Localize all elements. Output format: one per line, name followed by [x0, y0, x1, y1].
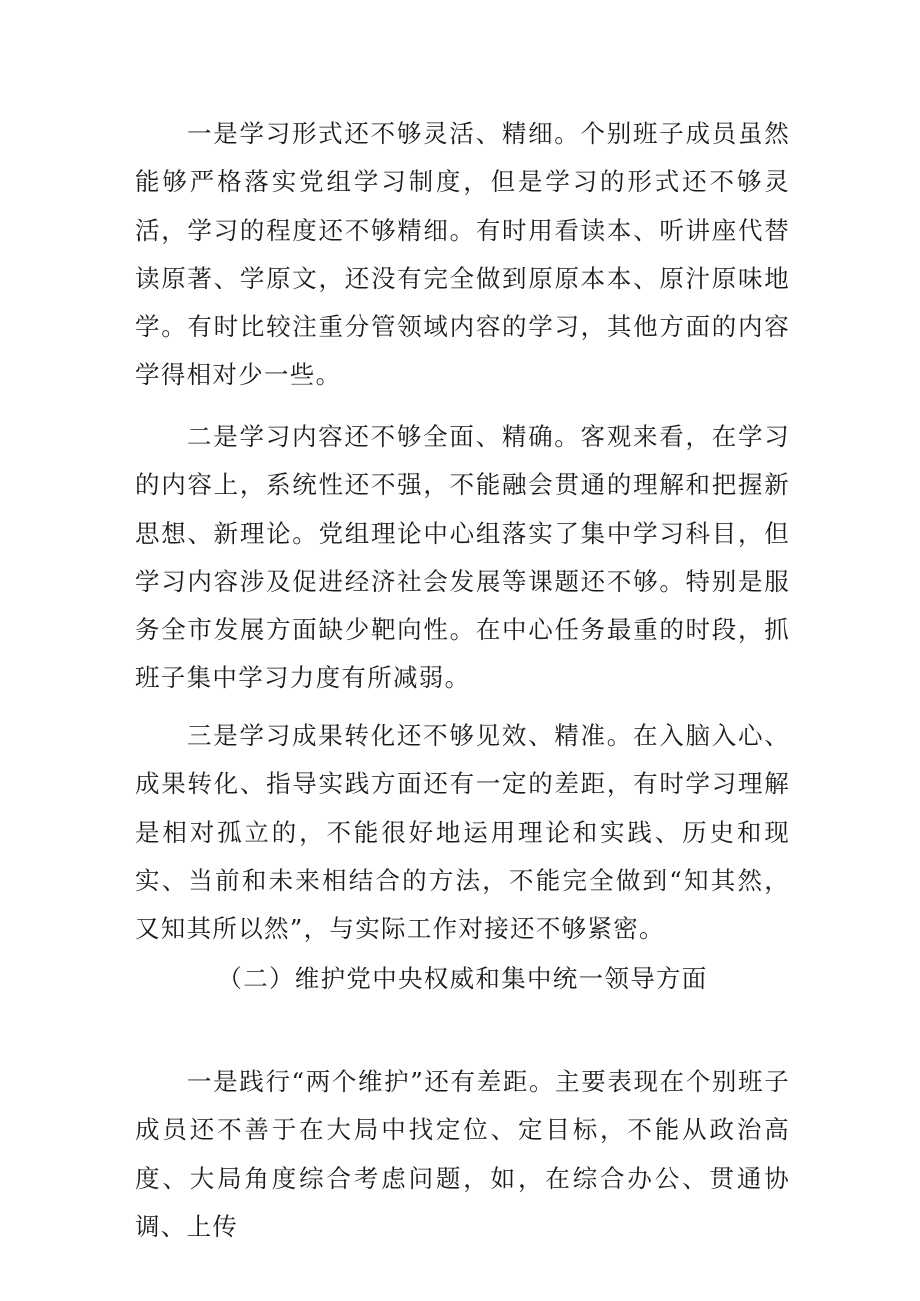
paragraph-two-safeguards: 一是践行“两个维护”还有差距。主要表现在个别班子成员还不善于在大局中找定位、定目标，不能从政治高度、大局角度综合考虑问题，如，在综合办公、贯通协调、上传	[135, 1067, 790, 1241]
section-heading: （二）维护党中央权威和集中统一领导方面	[217, 964, 708, 993]
paragraph-study-content: 二是学习内容还不够全面、精确。客观来看，在学习的内容上，系统性还不强，不能融会贯通的理解和把握新思想、新理论。党组理论中心组落实了集中学习科目，但学习内容涉及促进经济社会发展等课题还不够。特别是服务全市发展方面缺少靶向性。在中心任务最重的时段，抓班子集中学习力度有所减弱。	[135, 422, 790, 693]
paragraph-study-results: 三是学习成果转化还不够见效、精准。在入脑入心、成果转化、指导实践方面还有一定的差距，有时学习理解是相对孤立的，不能很好地运用理论和实践、历史和现实、当前和未来相结合的方法，不能完全做到“知其然，又知其所以然”，与实际工作对接还不够紧密。	[135, 721, 790, 944]
paragraph-study-form: 一是学习形式还不够灵活、精细。个别班子成员虽然能够严格落实党组学习制度，但是学习的形式还不够灵活，学习的程度还不够精细。有时用看读本、听讲座代替读原著、学原文，还没有完全做到原原本本、原汁原味地学。有时比较注重分管领域内容的学习，其他方面的内容学得相对少一些。	[135, 119, 790, 390]
